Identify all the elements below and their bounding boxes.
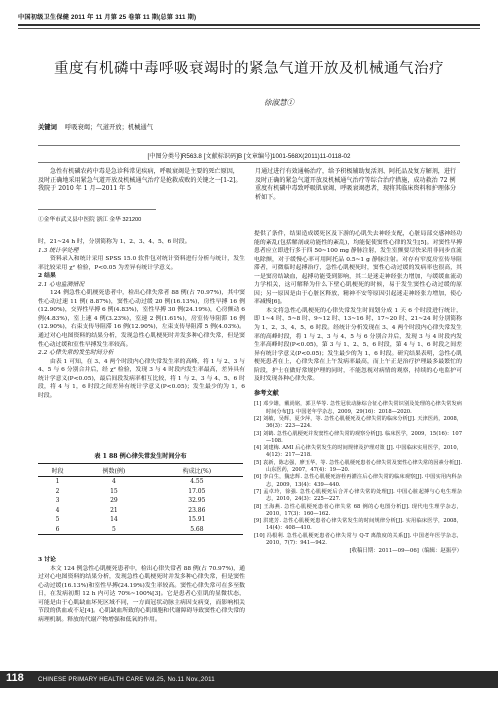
- reference-item: [4] 刘建梅. AMI 后心律失常发生的时间规律及护理对策 [J]. 中国临床实用医学，2010，4(12)：217—218.: [254, 445, 462, 459]
- rule-top: [38, 145, 460, 146]
- table-row: [38, 506, 243, 516]
- left-paragraphs: [38, 238, 245, 400]
- left-paragraph: 时，21~24 h 时，分别简称为 1、2、3、4、5、6 时段。: [38, 239, 191, 245]
- left-column: [38, 238, 245, 400]
- discussion-section: [38, 556, 245, 624]
- keywords-label: 关键词: [38, 124, 57, 131]
- classification-line: [中图分类号]R563.8 [文献标识码]B [文章编号]1001-568X(2011)11-0118-02: [147, 153, 351, 160]
- table-row: [38, 487, 243, 497]
- intro-left: 急性有机磷农药中毒是急诊科常见疾病，呼吸衰竭是主要的死亡原因，及时正确地采用紧急气道开放及机械通气治疗是抢救成败的关键之一[1-2]。我院于 2010 年 1 月—2011 年 5: [38, 168, 242, 193]
- right-column: [254, 230, 462, 556]
- discussion-heading: 3 讨论: [38, 557, 56, 563]
- reference-item: [6] 李白生，魏忠辉. 急性心肌梗死溶栓再灌注后心律失常的临床观察[J]. 中国实用内科杂志，2009，13(4)：439—440.: [254, 474, 462, 488]
- table-cell: 15.91: [188, 516, 206, 524]
- table-cell: 14: [110, 516, 118, 524]
- intro-right: 月通过进行有效通畅治疗，给予积极辅助复活剂、阿托品及复方解剂，进行及时正确的紧急气道开放及机械通气治疗等综合治疗措施，成功救治 72 例重度有机磷中毒致呼吸肌衰竭、呼吸衰竭患者，现将其临床资料和护理体分析如下。: [255, 168, 457, 201]
- left-paragraph: 1.3 统计学处理: [38, 247, 79, 254]
- table-cell: 21: [110, 506, 118, 514]
- table-cell: 23.86: [188, 506, 206, 514]
- table-header-period: 时段: [38, 464, 77, 477]
- left-paragraph: 资料录入和统计采用 SPSS 15.0 软件包对统计资料进行分析与统计，发生率比较采用 χ² 检验，P<0.05 为差异有统计学意义。: [38, 256, 245, 271]
- table-cell: 1: [55, 478, 60, 486]
- table-header-cases: 例数(例): [77, 464, 151, 477]
- reference-item: [8] 王海燕. 急性心肌梗死患者心律失常 68 例的心电图分析[J]. 现代电生理学杂志，2010，17(3)：160—162.: [254, 503, 462, 517]
- left-paragraph: 由表 1 可知，在 3、4 两个时段内心律失常发生率的高峰，将 1 与 2、3 与 4、5 与 6 分别合并后，经 χ² 检验，发现 3 与 4 时段内发生率最高，差异具有统计学意义(P<0.05)，最后间段发病率相互比较，将 1 与 2、3 与 4、5、6 时段，将 4 与 1，6 时段之间差异有统计学意义(P<0.05)；发生最少的为 1，6 时段。: [38, 358, 245, 399]
- table-cell: 32.95: [188, 497, 206, 505]
- references-heading: 参考文献: [254, 389, 279, 397]
- reference-item: [3] 刘鹤. 急性心肌梗死并发窦性心律失常的观察分析[J]. 临床医学，2009，15(16)：107—108.: [254, 430, 462, 444]
- table-row: [38, 515, 243, 525]
- keywords: [38, 122, 153, 131]
- left-paragraph: 124 例急性心肌梗死患者中，检出心律失常者 88 例(占 70.97%)，其中窦性心动过速 11 例( 8.87%)，窦性心动过缓 20 例(16.13%)，房性早搏 16 例(12.90%)，交界性早搏 6 例(4.83%)，室性早搏 30 例(24.19%)，心房颤动 6 例(4.83%)，室上速 4 例(3.23%)，室速 2 例(1.61%)，房室传导阻滞 16 例(12.90%)，右束支传导阻滞 16 例(12.90%)，左束支传导阻滞 5 例(4.03%)。通过对心电图资料的结果分析，发现急性心肌梗死时并发多种心律失常，但是窦性心动过缓和室性早搏发生率较高。: [38, 290, 245, 348]
- table-caption: 表 1 88 例心律失常发生时间分布: [94, 453, 187, 460]
- received-note: [收稿日期：2011—09—06]（编辑：赵振亭）: [349, 548, 462, 555]
- table-cell: 4: [55, 506, 60, 514]
- table-header-ratio: 构成比(%): [151, 464, 243, 477]
- header-rule-thick: [18, 24, 480, 26]
- left-paragraph: 2.2 心律失常的发生时间分析: [38, 350, 114, 357]
- affiliation-rule: [38, 209, 156, 210]
- table-cell: 3: [55, 497, 60, 505]
- journal-header: 中国初级卫生保健 2011 年 11 月第 25 卷第 11 期(总第 311 期): [18, 14, 197, 21]
- table-cell: 29: [110, 497, 118, 505]
- table-1: [38, 451, 243, 535]
- right-paragraph: 本文将急性心肌梗死的心律失常发生时间划分成 1 天 6 个时段进行统计，即 1~4 时、5~8 时、9~12 时、13~16 时、17~20 时、21~24 时分别简称为 1、2、3、4、5、6 时段。经统计分析发现在 3、4 两个时段内心律失常发生率的高峰时段，将 1 与 2、3 与 4、5 与 6 分别合并后，发现 3 与 4 时段内发生率高峰时段(P<0.05)，第 3 与 1、2、5、6 时段，第 4 与 1、6 时段之间差异有统计学意义(P<0.05)；发生最少的为 1、6 时段。研究结果表明，急性心肌梗死患者在上，心律失常在上午发病率最高，而上午正是治疗护理最多最繁忙的阶段，护士在做好常规护理的同时，不能忽视对病情的观察，持续的心电监护可及时发现各种心律失常。: [254, 307, 462, 383]
- reference-item: [1] 邓少雄，戴尚铭，郭卫华等. 急性冠状动脉综合征心律失常识别及处理的心律失常发病时间分布[J]. 中国老年学杂志，2009，29(16)：2018—2020.: [254, 401, 462, 415]
- reference-item: [10] 冯根利. 急性心肌梗死患者心律失常与 Q-T 离散度的关系[J]. 中国老年医学杂志，2010，7(7)：941—942.: [254, 532, 462, 547]
- reference-item: [7] 孟卓玲，徐强. 急性心肌梗死后合并心律失常的处理[J]. 中国心脏起搏与心电生理杂志，2010，24(3)：225—227.: [254, 488, 462, 503]
- header-rule-thin: [18, 28, 480, 29]
- table-row: [38, 477, 243, 487]
- table-cell: 4: [111, 478, 116, 486]
- table-cell: 5: [55, 516, 60, 524]
- left-paragraph: 2.1 心电监测情况: [38, 281, 85, 288]
- left-paragraph: 2 结果: [38, 273, 56, 280]
- table-cell: 17.05: [188, 487, 206, 495]
- table-cell: 2: [55, 487, 60, 495]
- reference-item: [2] 刘敏，吴辉，夏少萍，等. 急性心肌梗死及心律失常的临床分析[J]. 天津医药，2008，36(3)：223—224.: [254, 415, 462, 430]
- table-cell: 15: [110, 487, 118, 495]
- table-row: [38, 525, 243, 535]
- right-paragraphs: [254, 230, 462, 384]
- discussion-text: 本文 124 例急性心肌梗死患者中，检出心律失常者 88 例(占 70.97%)，通过对心电图资料的结果分析，发现急性心肌梗死时并发多种心律失常，但是窦性心动过缓(16.13%)和室性早搏(24.19%)发生率较高。窦性心律失常可在多至数日，在发病初期 12 h 内可达 70%~100%[3]。它是患者心室肌的显微状态，可能是由于心肌缺血坏死区域不同，一方面冠状动脉主病因支病变，而影响相关节段的供血或不足[4]。心肌缺血所致的心肌细胞和代谢障碍导致窦性心律失常的病理机制。释放的代谢产物增强和低氧的作用。: [38, 565, 245, 623]
- page-number: 118: [6, 672, 24, 684]
- table-cell: 5: [77, 525, 151, 535]
- affiliation: ①金华市武义县中医院 浙江 金华 321200: [38, 217, 142, 223]
- reference-item: [5] 袁新，陈志强，廖玉华，等. 急性心肌梗死患者心律失常及窦性心律失常的因素分析[J]. 山东医药，2007，47(4)：19—20.: [254, 459, 462, 474]
- author: 徐淑慧①: [264, 98, 294, 107]
- table-cell: 5.68: [151, 525, 243, 535]
- reference-item: [9] 洪建芳. 急性心肌梗死患者心律失常发生的时间规律分析[J]. 实用临床医学，2008，14(4)：408—410.: [254, 518, 462, 532]
- table-row: [38, 496, 243, 506]
- keywords-text: 呼吸衰竭；气道开放；机械通气: [64, 124, 154, 131]
- journal-footer: CHINESE PRIMARY HEALTH CARE Vol.25, No.11 Nov.,2011: [38, 676, 215, 683]
- table-cell: 4.55: [190, 478, 204, 486]
- table-cell: 6: [38, 525, 77, 535]
- right-paragraph: 提供了条件，结果造成缓死区及下游的心肌失去神经支配，心脏局部交感神经功能的紊乱(包括解剖或功能性的紊乱)，均能促使窦性心律的发生[5]。对窦性早搏患者应立即进行多于四 50~100 mg 静脉注射，发生室颤要尽快采用非同步直流电除颤，对于缓慢心率可用阿托品 0.5~1 g 静脉注射。对存有窄度房室传导阻滞者，可微临时起搏治疗，急性心肌梗死时，窦性心动过缓的发病率也很高，其一是窦房结缺血，起搏功能受到影响，其二是迷走神经张力增加，与缓缓血流动力学相关，这可解释为什么下壁心肌梗死的时候，易于发生窦性心动过缓的原因；另一原因是由于心脏区释放，精神不安等原因引起迷走神经张力增加，使心率减慢[6]。: [254, 231, 462, 306]
- references-list: [254, 401, 462, 547]
- rule-bottom: [38, 162, 460, 163]
- article-title: 重度有机磷中毒呼吸衰竭时的紧急气道开放及机械通气治疗: [54, 61, 444, 77]
